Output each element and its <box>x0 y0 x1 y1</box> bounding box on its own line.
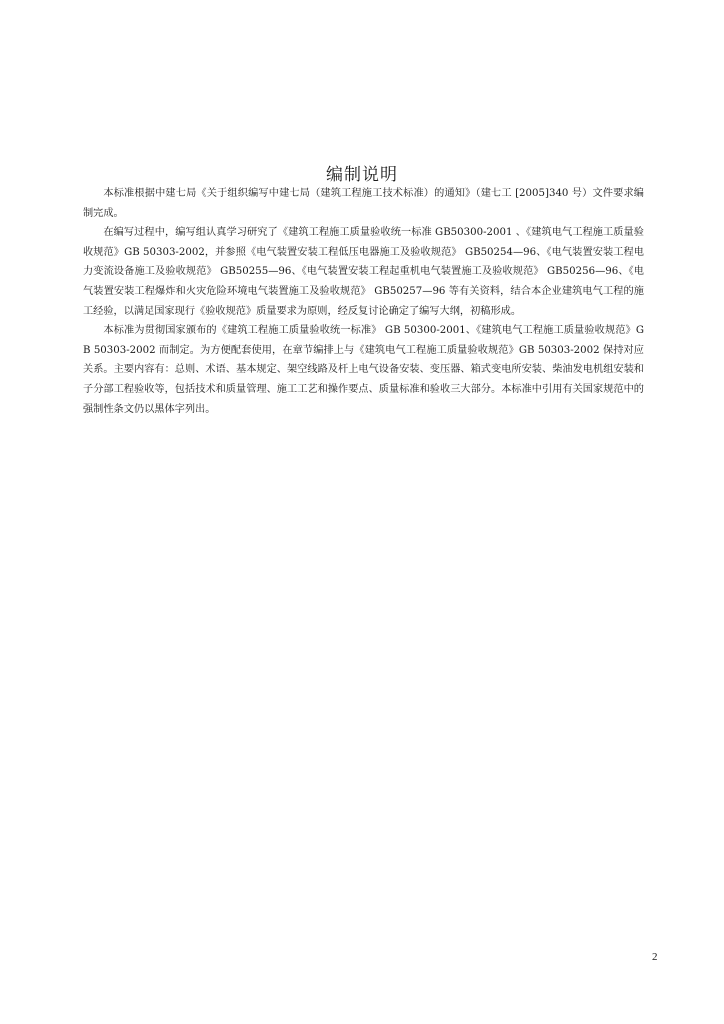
page-number: 2 <box>652 951 658 963</box>
body-text <box>83 184 644 419</box>
paragraph-1: 本标准根据中建七局《关于组织编写中建七局（建筑工程施工技术标准）的通知》（建七工 [2005]340 号）文件要求编制完成。 <box>83 188 644 219</box>
paragraph-3: 本标准为贯彻国家颁布的《建筑工程施工质量验收统一标准》 GB 50300-2001、《建筑电气工程施工质量验收规范》GB 50303-2002 而制定。为方便配套使用，在章节编排上与《建筑电气工程施工质量验收规范》GB 50303-2002 保持对应关系。主要内容有：总则、术语、基本规定、架空线路及杆上电气设备安装、变压器、箱式变电所安装、柴油发电机组安装和子分部工程验收等，包括技术和质量管理、施工工艺和操作要点、质量标准和验收三大部分。本标准中引用有关国家规范中的强制性条文仍以黑体字列出。 <box>83 325 644 415</box>
paragraph-2: 在编写过程中，编写组认真学习研究了《建筑工程施工质量验收统一标准 GB50300-2001 、《建筑电气工程施工质量验收规范》GB 50303-2002，并参照《电气装置安装工程低压电器施工及验收规范》 GB50254—96、《电气装置安装工程电力变流设备施工及验收规范》 GB50255—96、《电气装置安装工程起重机电气装置施工及验收规范》 GB50256—96、《电气装置安装工程爆炸和火灾危险环境电气装置施工及验收规范》 GB50257—96 等有关资料，结合本企业建筑电气工程的施工经验，以满足国家现行《验收规范》质量要求为原则，经反复讨论确定了编写大纲，初稿形成。 <box>83 227 644 317</box>
page-title: 编制说明 <box>326 165 398 185</box>
